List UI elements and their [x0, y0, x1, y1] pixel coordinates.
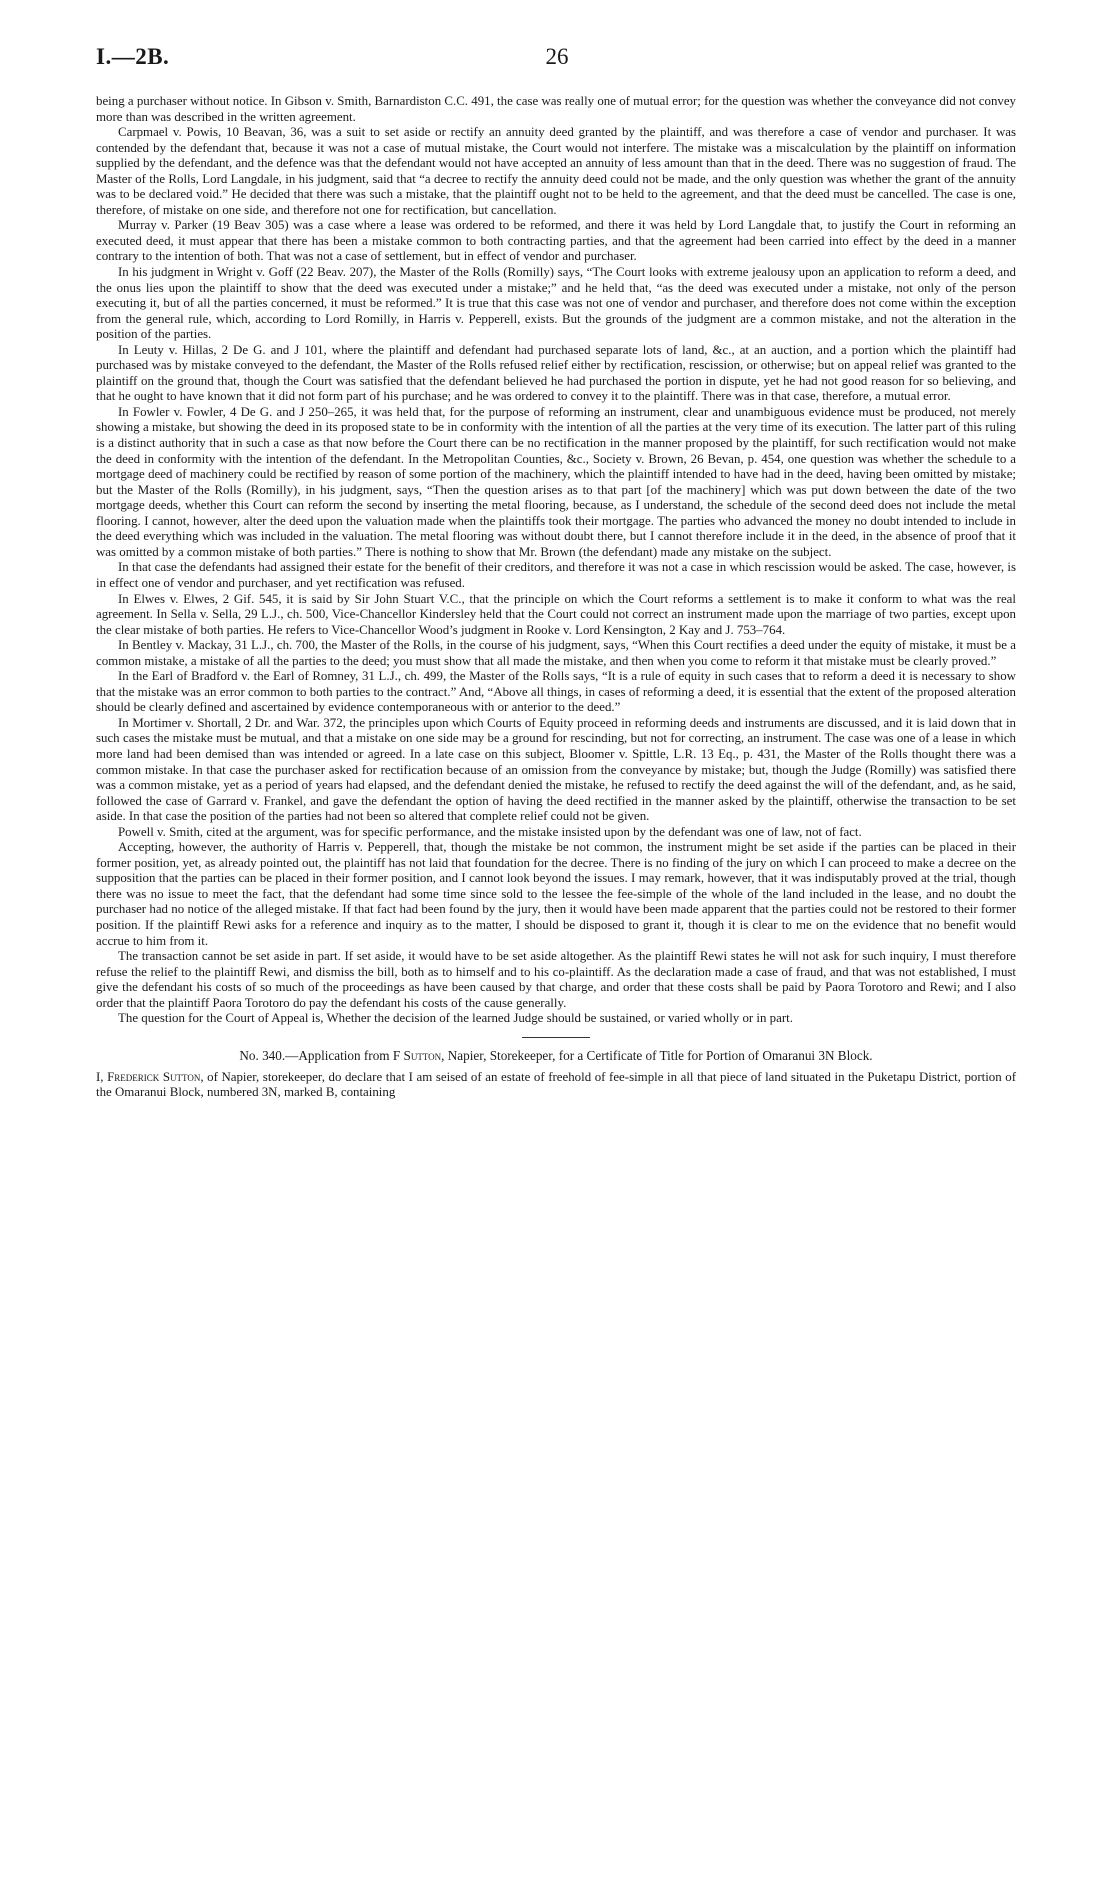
- applicant-surname: Sutton: [403, 1047, 442, 1063]
- application-title-part2: , Napier, Storekeeper, for a Certificate of Title for Portion of Omaranui 3N Block.: [441, 1047, 873, 1063]
- paragraph: The transaction cannot be set aside in part. If set aside, it would have to be set aside altogether. As the plaintiff Rewi states he will not ask for such inquiry, I must therefore refuse the relief to the plaintiff Rewi, and dismiss the bill, both as to himself and to his co-plaintiff. As the declaration made a case of fraud, and that was not established, I must give the defendant his costs of so much of the proceedings as have been caused by that charge, and order that these costs shall be paid by Paora Torotoro and Rewi; and I also order that the plaintiff Paora Torotoro do pay the defendant his costs of the cause generally.: [96, 949, 1016, 1010]
- declarant-name: I, Frederick Sutton: [96, 1069, 201, 1084]
- paragraph: In Leuty v. Hillas, 2 De G. and J 101, where the plaintiff and defendant had purchased separate lots of land, &c., at an auction, and a portion which the plaintiff had purchased was by mistake conveyed to the defendant, the Master of the Rolls refused relief either by rectification, rescission, or otherwise; but on appeal relief was granted to the plaintiff on the ground that, though the Court was satisfied that the defendant believed he had purchased the portion in dispute, yet he had not good reason for so believing, and that he ought to have known that it did not form part of his purchase; and he was ordered to convey it to the plaintiff. There was in that case, therefore, a mutual error.: [96, 342, 1016, 404]
- paragraph: In Bentley v. Mackay, 31 L.J., ch. 700, the Master of the Rolls, in the course of his judgment, says, “When this Court rectifies a deed under the equity of mistake, it must be a common mistake, a mistake of all the parties to the deed; you must show that all made the mistake, and then when you come to reform it that mistake must be clearly proved.”: [96, 638, 1016, 668]
- paragraph: In Fowler v. Fowler, 4 De G. and J 250–265, it was held that, for the purpose of reforming an instrument, clear and unambiguous evidence must be produced, not merely showing a mistake, but showing the deed in its proposed state to be in conformity with the intention of all the parties at the very time of its execution. The latter part of this ruling is a distinct authority that in such a case as that now before the Court there can be no rectification in the manner proposed by the plaintiff, for such rectification would not make the deed in conformity with the intention of the defendant. In the Metropolitan Counties, &c., Society v. Brown, 26 Bevan, p. 454, one question was whether the schedule to a mortgage deed of machinery could be rectified by reason of some portion of the machinery, which the plaintiff intended to have had in the deed, having been omitted by mistake; but the Master of the Rolls (Romilly), in his judgment, says, “Then the question arises as to that part [of the machinery] which was put down between the date of the two mortgage deeds, whether this Court can reform the second by inserting the metal flooring, because, as I understand, the schedule of the second deed does not include the metal flooring. I cannot, however, alter the deed upon the valuation made when the plaintiffs took their mortgage. The parties who advanced the money no doubt intended to include in the deed everything which was included in the valuation. The metal flooring was without doubt there, but I cannot therefore include it in the deed, in the absence of proof that it was omitted by a common mistake of both parties.” There is nothing to show that Mr. Brown (the defendant) made any mistake on the subject.: [96, 404, 1016, 559]
- declaration-text: , of Napier, storekeeper, do declare that I am seised of an estate of freehold of fee-simple in all that piece of land situated in the Puketapu District, portion of the Omaranui Block, numbered 3N, marked B, containing: [96, 1069, 1016, 1100]
- paragraph: In Elwes v. Elwes, 2 Gif. 545, it is said by Sir John Stuart V.C., that the principle on which the Court reforms a settlement is to make it conform to what was the real agreement. In Sella v. Sella, 29 L.J., ch. 500, Vice-Chancellor Kindersley held that the Court could not correct an instrument made upon the marriage of two parties, except upon the clear mistake of both parties. He refers to Vice-Chancellor Wood’s judgment in Rooke v. Lord Kensington, 2 Kay and J. 753–764.: [96, 591, 1016, 637]
- paragraph: In that case the defendants had assigned their estate for the benefit of their creditors, and therefore it was not a case in which rescission would be asked. The case, however, is in effect one of vendor and purchaser, and yet rectification was refused.: [96, 560, 1016, 590]
- page-number: 26: [545, 44, 569, 69]
- application-title-part1: No. 340.—Application from F: [239, 1047, 401, 1063]
- paragraph: Powell v. Smith, cited at the argument, was for specific performance, and the mistake insisted upon by the defendant was one of law, not of fact.: [118, 824, 862, 839]
- paragraph: In the Earl of Bradford v. the Earl of Romney, 31 L.J., ch. 499, the Master of the Rolls says, “It is a rule of equity in such cases that to reform a deed it is necessary to show that the mistake was an error common to both parties to the contract.” And, “Above all things, in cases of reforming a deed, it is essential that the extent of the proposed alteration should be clearly defined and ascertained by evidence contemporaneous with or anterior to the deed.”: [96, 669, 1016, 715]
- parliamentary-paper-reference: I.—2B.: [96, 44, 170, 69]
- document-body: [96, 94, 1016, 1101]
- paragraph: Carpmael v. Powis, 10 Beavan, 36, was a suit to set aside or rectify an annuity deed granted by the plaintiff, and was therefore a case of vendor and purchaser. It was contended by the defendant that, because it was not a case of mutual mistake, the Court would not interfere. The mistake was a miscalculation by the plaintiff on information supplied by the defendant, and the defence was that the defendant would not have accepted an annuity of less amount than that in the deed. There was no suggestion of fraud. The Master of the Rolls, Lord Langdale, in his judgment, said that “a decree to rectify the annuity deed could not be made, and the only question was whether the grant of the annuity was to be declared void.” He decided that there was such a mistake, that the plaintiff ought not to be held to the agreement, and that the deed must be cancelled. The case is one, therefore, of mistake on one side, and therefore not one for rectification, but cancellation.: [96, 125, 1016, 217]
- application-declaration: [96, 1070, 1016, 1101]
- application-title: [96, 1048, 1016, 1064]
- paragraph: In Mortimer v. Shortall, 2 Dr. and War. 372, the principles upon which Courts of Equity proceed in reforming deeds and instruments are discussed, and it is laid down that in such cases the mistake must be mutual, and that a mistake on one side may be a ground for rescinding, but not for correcting, an instrument. The case was one of a lease in which more land had been demised than was intended or agreed. In a late case on this subject, Bloomer v. Spittle, L.R. 13 Eq., p. 431, the Master of the Rolls thought there was a common mistake. In that case the purchaser asked for rectification because of an omission from the conveyance by mistake; but, though the Judge (Romilly) was satisfied there was a common mistake, yet as a period of years had elapsed, and the defendant denied the mistake, he refused to rectify the deed against the will of the defendant, and, as he said, followed the case of Garrard v. Frankel, and gave the defendant the option of having the deed rectified in the manner asked by the plaintiff, otherwise the transaction to be set aside. In that case the position of the parties had not been so altered that complete relief could not be given.: [96, 715, 1016, 824]
- section-divider: [522, 1037, 590, 1038]
- paragraph: In his judgment in Wright v. Goff (22 Beav. 207), the Master of the Rolls (Romilly) says, “The Court looks with extreme jealousy upon an application to reform a deed, and the onus lies upon the plaintiff to show that the deed was executed under a mistake;” and he held that, “as the deed was executed under a mistake, not only of the person executing it, but of all the parties concerned, it must be reformed.” It is true that this case was not one of vendor and purchaser, and therefore does not come within the exception from the general rule, which, according to Lord Romilly, in Harris v. Pepperell, exists. But the grounds of the judgment are a common mistake, and not the alteration in the position of the parties.: [96, 265, 1016, 342]
- page-header: [96, 44, 1018, 74]
- paragraph: The question for the Court of Appeal is, Whether the decision of the learned Judge should be sustained, or varied wholly or in part.: [118, 1011, 793, 1026]
- paragraph: being a purchaser without notice. In Gibson v. Smith, Barnardiston C.C. 491, the case was really one of mutual error; for the question was whether the conveyance did not convey more than was described in the written agreement.: [96, 94, 1016, 124]
- paragraph: Accepting, however, the authority of Harris v. Pepperell, that, though the mistake be not common, the instrument might be set aside if the parties can be placed in their former position, yet, as already pointed out, the plaintiff has not laid that foundation for the decree. There is no finding of the jury on which I can proceed to make a decree on the supposition that the parties can be placed in their former position, and I cannot look beyond the issues. I may remark, however, that it was indisputably proved at the trial, though there was no issue to meet the fact, that the defendant had some time since sold to the lessee the fee-simple of the whole of the land included in the lease, and no doubt the purchaser had no notice of the alleged mistake. If that fact had been found by the jury, then it would have been made apparent that the parties could not be restored to their former position. If the plaintiff Rewi asks for a reference and inquiry as to the matter, I should be disposed to grant it, though it is clear to me on the evidence that no benefit would accrue to him from it.: [96, 840, 1016, 948]
- paragraph: Murray v. Parker (19 Beav 305) was a case where a lease was ordered to be reformed, and there it was held by Lord Langdale that, to justify the Court in reforming an executed deed, it must appear that there has been a mistake common to both contracting parties, and that the agreement had been carried into effect by the deed in a manner contrary to the intention of both. That was not a case of settlement, but in effect of vendor and purchaser.: [96, 218, 1016, 264]
